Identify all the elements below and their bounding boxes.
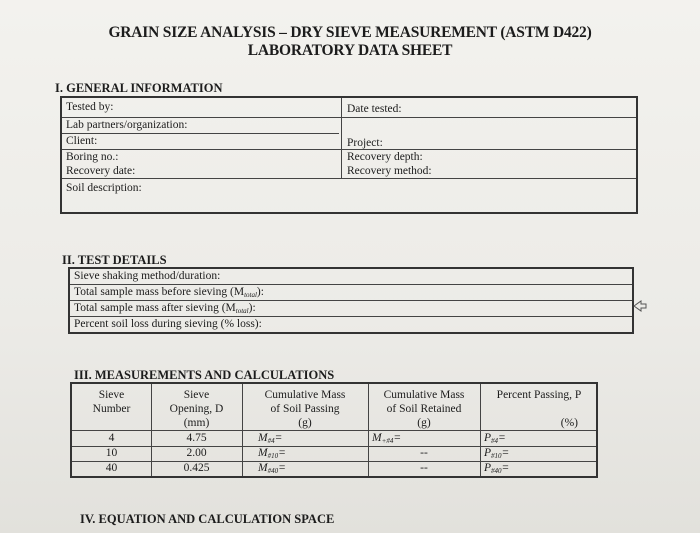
row-sieve-number: 4 (108, 432, 115, 444)
shaking-method-label: Sieve shaking method/duration: (74, 270, 221, 282)
cumulative-passing-header (242, 388, 368, 430)
header-line: (g) (417, 417, 431, 429)
header-line: of Soil Retained (386, 403, 462, 415)
header-line: (%) (560, 417, 578, 429)
row-mass-passing (258, 461, 286, 479)
header-line: Cumulative Mass (264, 389, 346, 401)
subscript: #10 (491, 452, 502, 460)
cumulative-retained-header (368, 388, 480, 430)
header-line: Percent Passing, P (496, 389, 582, 401)
subscript: #40 (491, 467, 502, 475)
subscript: #10 (267, 452, 279, 460)
equals: = (278, 462, 286, 474)
header-line: of Soil Passing (270, 403, 340, 415)
header-spacer (480, 402, 598, 416)
mass-after-text: Total sample mass after sieving (M (74, 302, 236, 314)
symbol: M (258, 432, 268, 444)
header-line: Sieve (98, 389, 125, 401)
subscript: +#4 (381, 437, 394, 445)
measurements-table (70, 382, 598, 478)
equals: = (274, 432, 283, 444)
symbol: M (258, 447, 268, 459)
mass-before-end: ): (256, 286, 264, 298)
symbol: M (372, 432, 382, 444)
recovery-method-label: Recovery method: (347, 165, 432, 177)
row-mass-retained: -- (420, 462, 428, 474)
row-percent-passing (484, 461, 509, 479)
test-details-heading: II. TEST DETAILS (62, 253, 167, 267)
tested-by-label: Tested by: (66, 101, 114, 113)
equals: = (393, 432, 402, 444)
general-info-heading: I. GENERAL INFORMATION (55, 81, 223, 95)
equals: = (498, 432, 506, 444)
percent-passing-header (480, 388, 598, 430)
general-info-box (60, 96, 638, 214)
soil-description-label: Soil description: (66, 182, 142, 194)
subscript: #40 (267, 467, 279, 475)
header-line: Sieve (183, 389, 210, 401)
row-sieve-number: 10 (105, 447, 118, 459)
row-mass-retained: -- (420, 447, 428, 459)
percent-loss-label: Percent soil loss during sieving (% loss): (74, 318, 262, 330)
equals: = (278, 447, 286, 459)
subscript: #4 (491, 437, 499, 445)
lab-partners-label: Lab partners/organization: (66, 119, 188, 131)
recovery-date-label: Recovery date: (66, 165, 136, 177)
date-tested-label: Date tested: (347, 103, 402, 115)
equation-heading: IV. EQUATION AND CALCULATION SPACE (80, 512, 335, 526)
equals: = (501, 462, 510, 474)
sheet-title: GRAIN SIZE ANALYSIS – DRY SIEVE MEASUREMENT (ASTM D422) (108, 24, 592, 41)
divider (62, 133, 339, 134)
symbol: P (484, 432, 492, 444)
mass-before-text: Total sample mass before sieving (M (74, 286, 245, 298)
sheet-subtitle: LABORATORY DATA SHEET (247, 42, 453, 59)
subscript: #4 (267, 437, 275, 445)
mass-after-end: ): (248, 302, 256, 314)
symbol: P (484, 462, 492, 474)
recovery-depth-label: Recovery depth: (347, 151, 423, 163)
header-line: (g) (298, 417, 312, 429)
header-line: Cumulative Mass (383, 389, 465, 401)
symbol: M (258, 462, 268, 474)
mass-before-subscript: total (244, 291, 257, 299)
equals: = (501, 447, 510, 459)
mass-after-subscript: total (235, 307, 249, 315)
symbol: P (484, 447, 492, 459)
header-line: (mm) (183, 417, 210, 429)
test-details-box (68, 267, 634, 334)
row-sieve-number: 40 (105, 462, 118, 474)
client-label: Client: (66, 135, 98, 147)
cursor-arrow-icon (633, 300, 647, 312)
sieve-number-header (72, 388, 151, 416)
sieve-opening-header (151, 388, 242, 430)
header-line: Opening, D (169, 403, 224, 415)
row-sieve-opening: 2.00 (186, 447, 207, 459)
row-sieve-opening: 4.75 (186, 432, 207, 444)
divider (341, 98, 342, 178)
measurements-heading: III. MEASUREMENTS AND CALCULATIONS (74, 368, 335, 382)
row-sieve-opening: 0.425 (183, 462, 210, 474)
header-line: Number (92, 403, 131, 415)
project-label: Project: (347, 137, 383, 149)
boring-no-label: Boring no.: (66, 151, 119, 163)
